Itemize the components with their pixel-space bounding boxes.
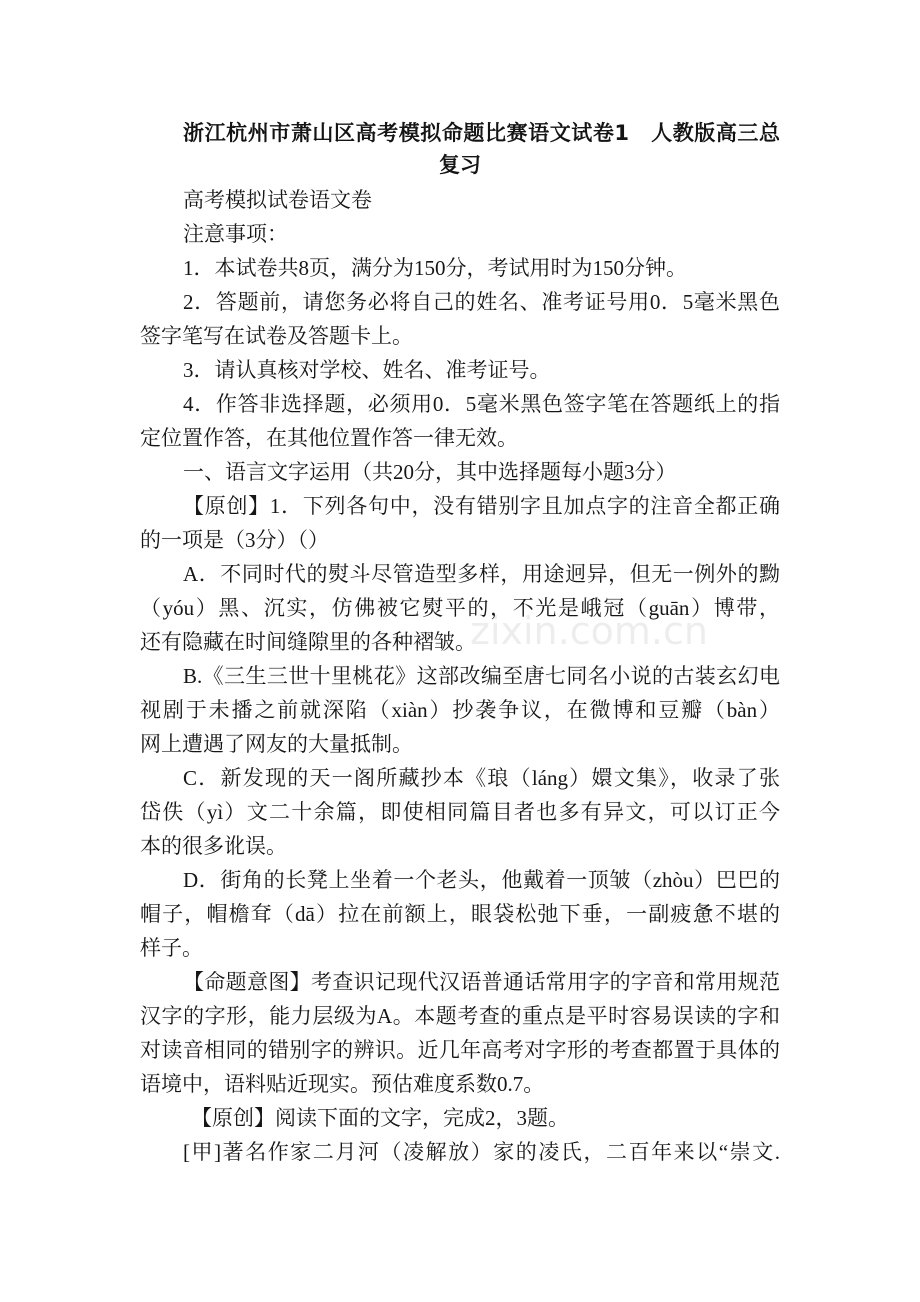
question-1-design-intent: [140, 965, 780, 1101]
notice-item-2: [140, 285, 780, 353]
notice-heading: [140, 217, 780, 251]
title-line: 复习: [439, 153, 481, 177]
notice-item-1: [140, 251, 780, 285]
text-line: （yóu）黑、沉实，仿佛被它熨平的，不光是峨冠（guān）博带，: [140, 596, 780, 620]
text-line: 定位置作答，在其他位置作答一律无效。: [140, 426, 518, 450]
exam-subtitle: [140, 183, 780, 217]
text-line: 一、语言文字运用（共20分，其中选择题每小题3分）: [183, 460, 677, 484]
notice-item-3: [140, 353, 780, 387]
watermark: zixin.com.cn: [470, 609, 708, 653]
text-line: 【原创】1．下列各句中，没有错别字且加点字的注音全都正确: [183, 494, 780, 518]
question-1-stem: [140, 489, 780, 557]
text-line: 【原创】阅读下面的文字，完成2，3题。: [191, 1106, 569, 1130]
text-line: 视剧于未播之前就深陷（xiàn）抄袭争议，在微博和豆瓣（bàn）: [140, 698, 780, 722]
text-line: 3．请认真核对学校、姓名、准考证号。: [183, 358, 551, 382]
reading-intro: [140, 1101, 780, 1135]
text-line: 还有隐藏在时间缝隙里的各种褶皱。: [140, 630, 476, 654]
section-heading: [140, 455, 780, 489]
text-line: 网上遭遇了网友的大量抵制。: [140, 732, 413, 756]
text-line: 帽子，帽檐耷（dā）拉在前额上，眼袋松弛下垂，一副疲惫不堪的: [140, 902, 780, 926]
text-line: 样子。: [140, 936, 203, 960]
question-1-option-c: [140, 761, 780, 863]
text-line: 签字笔写在试卷及答题卡上。: [140, 324, 413, 348]
notice-item-4: [140, 387, 780, 455]
text-line: B.《三生三世十里桃花》这部改编至唐七同名小说的古装玄幻电: [183, 664, 780, 688]
text-line: 高考模拟试卷语文卷: [183, 188, 372, 212]
text-line: 语境中，语料贴近现实。预估难度系数0.7。: [140, 1072, 545, 1096]
question-1-option-b: [140, 659, 780, 761]
text-line: 2．答题前，请您务必将自己的姓名、准考证号用0．5毫米黑色: [183, 290, 780, 314]
text-line: C．新发现的天一阁所藏抄本《琅（láng）嬛文集》，收录了张: [183, 766, 780, 790]
text-line: D．街角的长凳上坐着一个老头，他戴着一顶皱（zhòu）巴巴的: [183, 868, 780, 892]
document-title: [140, 117, 780, 181]
text-line: 岱佚（yì）文二十余篇，即使相同篇目者也多有异文，可以订正今: [140, 800, 780, 824]
text-line: 对读音相同的错别字的辨识。近几年高考对字形的考查都置于具体的: [140, 1038, 780, 1062]
reading-passage: [140, 1135, 780, 1169]
text-line: 4．作答非选择题，必须用0．5毫米黑色签字笔在答题纸上的指: [183, 392, 780, 416]
text-line: 本的很多讹误。: [140, 834, 287, 858]
text-line: 【命题意图】考查识记现代汉语普通话常用字的字音和常用规范: [183, 970, 780, 994]
text-line: [甲]著名作家二月河（凌解放）家的凌氏，二百年来以“崇文.: [183, 1140, 780, 1164]
question-1-option-a: [140, 557, 780, 659]
text-line: 的一项是（3分）（）: [140, 528, 329, 552]
text-line: 注意事项：: [183, 222, 288, 246]
question-1-option-d: [140, 863, 780, 965]
document-body: [140, 183, 780, 1169]
title-line: 浙江杭州市萧山区高考模拟命题比赛语文试卷1 人教版高三总: [183, 121, 780, 145]
text-line: A．不同时代的熨斗尽管造型多样，用途迥异，但无一例外的黝: [183, 562, 780, 586]
text-line: 1．本试卷共8页，满分为150分，考试用时为150分钟。: [183, 256, 687, 280]
text-line: 汉字的字形，能力层级为A。本题考查的重点是平时容易误读的字和: [140, 1004, 780, 1028]
